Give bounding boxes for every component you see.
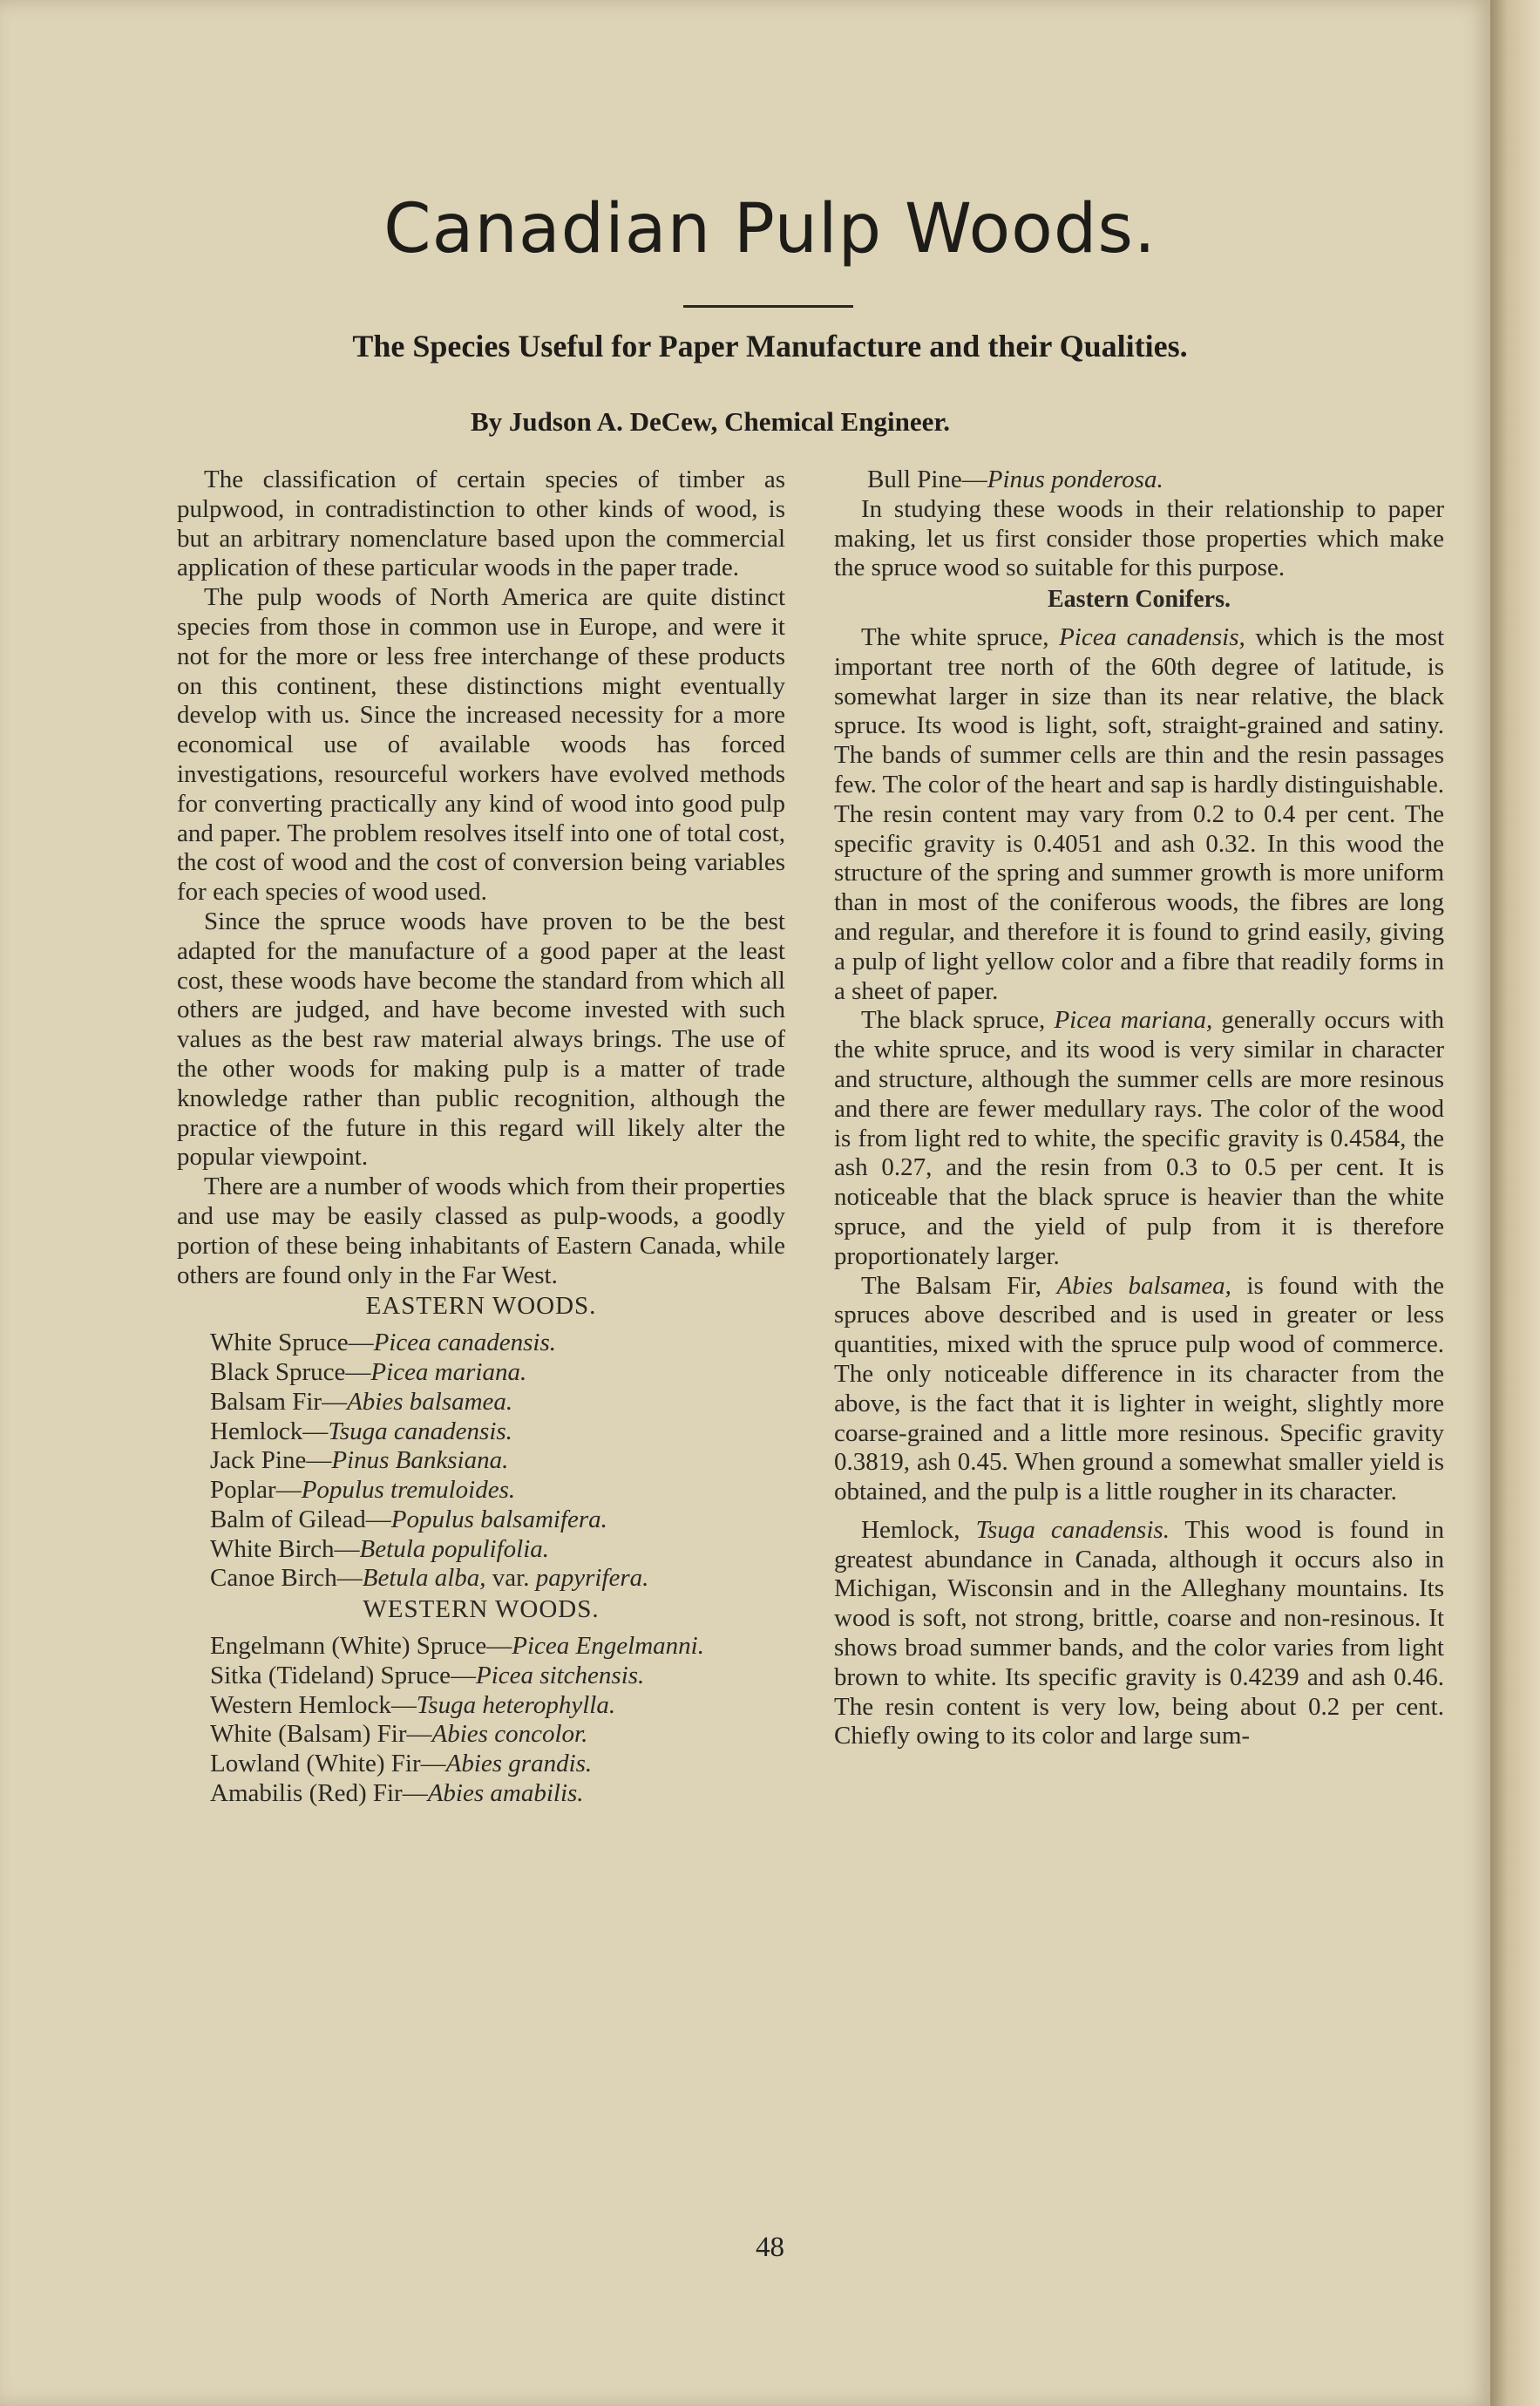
common-name: Black Spruce—: [210, 1357, 371, 1386]
latin-name: Picea mariana,: [1054, 1006, 1213, 1035]
paragraph-classification: The classification of certain species of timber as pulpwood, in contradistinction to other kinds of wood, is but an arbitrary nomenclature based upon the commercial application of these particular woods in the paper trade.: [177, 466, 785, 582]
left-column: [177, 466, 785, 1809]
common-name: Amabilis (Red) Fir—: [210, 1779, 428, 1808]
common-name: White Birch—: [210, 1534, 360, 1563]
latin-name: Pinus ponderosa.: [987, 466, 1163, 493]
paragraph-black-spruce: [834, 1006, 1444, 1271]
paragraph-hemlock: [834, 1516, 1444, 1751]
latin-name: Abies balsamea,: [1056, 1271, 1231, 1300]
list-item: [177, 1720, 785, 1750]
list-item: [177, 1779, 785, 1809]
paragraph-pulp-woods-classes: There are a number of woods which from their properties and use may be easily classed as pulp-woods, a goodly portion of these being inhabitants of Eastern Canada, while others are found only in the Far West.: [177, 1172, 785, 1289]
paragraph-study: In studying these woods in their relationship to paper making, let us first consider those properties which make the spruce wood so suitable for this purpose.: [834, 494, 1444, 582]
common-name: Poplar—: [210, 1476, 302, 1505]
text-run: which is the most important tree north of the 60th degree of latitude, is somewhat larger in size than its near relative, the black spruce. Its wood is light, soft, straight-grained and satiny. The bands of summer cells are thin and the resin passages few. The color of the heart and sap is hardly distinguishable. The resin content may vary from 0.2 to 0.4 per cent. The specific gravity is 0.4051 and ash 0.32. In this wood the structure of the spring and summer growth is more uniform than in most of the coniferous woods, the fibres are long and regular, and therefore it is found to grind easily, giving a pulp of light yellow color and a fibre that readily forms in a sheet of paper.: [834, 622, 1445, 1005]
latin-name: Abies concolor.: [431, 1720, 588, 1749]
latin-name: Tsuga canadensis.: [328, 1417, 512, 1445]
list-item: [177, 1476, 785, 1505]
list-item: [177, 1564, 785, 1594]
paragraph-spruce-standard: Since the spruce woods have proven to be the best adapted for the manufacture of a good paper at the least cost, these woods have become the standard from which all others are judged, and have become invested with such values as the best raw material always brings. The use of the other woods for making pulp is a matter of trade knowledge rather than public recognition, although the practice of the future in this regard will likely alter the popular viewpoint.: [177, 907, 785, 1172]
paragraph-white-spruce: [834, 623, 1444, 1006]
latin-name: Betula alba,: [362, 1564, 486, 1593]
common-name: Balm of Gilead—: [210, 1505, 391, 1533]
list-item: [177, 1505, 785, 1535]
latin-name: Abies balsamea.: [347, 1387, 513, 1416]
eastern-woods-heading: EASTERN WOODS.: [365, 1292, 597, 1321]
latin-name: Populus balsamifera.: [390, 1505, 607, 1533]
list-item: [177, 1750, 785, 1779]
list-item: [177, 1662, 785, 1691]
list-item: [177, 1691, 785, 1721]
list-item: [177, 1446, 785, 1476]
article-subtitle: The Species Useful for Paper Manufacture and their Qualities.: [352, 329, 1188, 364]
title-rule: [683, 305, 853, 308]
text-run: This wood is found in greatest abundance in Canada, although it occurs also in Michigan, Wisconsin and in the Alleghany mountains. Its wood is soft, not strong, brittle, coarse and non-resinous. It shows broad summer bands, and the color varies from light brown to white. Its specific gravity is 0.4239 and ash 0.46. The resin content is very low, being about 0.2 per cent. Chiefly owing to its color and large sum-: [834, 1515, 1444, 1750]
common-name: Lowland (White) Fir—: [210, 1750, 446, 1778]
list-item: [177, 1417, 785, 1447]
common-name: Hemlock—: [210, 1417, 329, 1445]
common-name: Sitka (Tideland) Spruce—: [210, 1661, 477, 1689]
latin-name: Picea canadensis,: [1059, 622, 1245, 651]
latin-name: Pinus Banksiana.: [331, 1446, 509, 1475]
latin-name: Picea canadensis.: [373, 1329, 557, 1357]
latin-name: Picea Engelmanni.: [512, 1632, 704, 1661]
latin-name: Tsuga canadensis.: [975, 1515, 1170, 1544]
article-byline: By Judson A. DeCew, Chemical Engineer.: [471, 406, 951, 437]
right-column: [834, 466, 1444, 1751]
list-item: [177, 1329, 785, 1358]
list-item: [177, 1388, 785, 1417]
list-item: [177, 1358, 785, 1388]
latin-name: Betula populifolia.: [359, 1534, 550, 1563]
text-run: The Balsam Fir,: [861, 1271, 1057, 1300]
western-woods-list: [177, 1632, 785, 1809]
latin-name: papyrifera.: [535, 1564, 649, 1593]
latin-name: Picea mariana.: [370, 1357, 527, 1386]
common-name: Jack Pine—: [210, 1446, 332, 1475]
page-number: 48: [756, 2232, 784, 2263]
latin-name: Abies grandis.: [445, 1750, 593, 1778]
text-run: The white spruce,: [861, 622, 1060, 651]
text-run: Hemlock,: [861, 1515, 976, 1544]
common-name: Western Hemlock—: [210, 1690, 417, 1719]
latin-name: Populus tremuloides.: [301, 1476, 516, 1505]
text-run: is found with the spruces above described and is used in greater or less quantities, mixed with the spruce pulp wood of commerce. The only noticeable difference in its character from the above, is the fact that it is lighter in weight, slightly more coarse-grained and a little more resinous. Specific gravity 0.3819, ash 0.45. When ground a somewhat smaller yield is obtained, and the pulp is a little rougher in its character.: [834, 1271, 1444, 1506]
common-name: White Spruce—: [210, 1329, 374, 1357]
page-edge: [1490, 0, 1540, 2406]
common-name: Canoe Birch—: [210, 1564, 363, 1593]
western-woods-heading: WESTERN WOODS.: [363, 1595, 600, 1624]
paragraph-balsam-fir: [834, 1272, 1444, 1507]
common-name: Engelmann (White) Spruce—: [210, 1632, 512, 1661]
text-run: generally occurs with the white spruce, and its wood is very similar in character and structure, although the summer cells are more resinous and there are fewer medullary rays. The color of the wood is from light red to white, the specific gravity is 0.4584, the ash 0.27, and the resin from 0.3 to 0.5 per cent. It is noticeable that the black spruce is heavier than the white spruce, and the yield of pulp from it is therefore proportionately larger.: [834, 1006, 1444, 1270]
eastern-woods-list: [177, 1329, 785, 1594]
list-item-bull-pine: [834, 466, 1444, 495]
common-name: Balsam Fir—: [210, 1387, 348, 1416]
eastern-conifers-heading: Eastern Conifers.: [1048, 586, 1231, 614]
latin-name: Abies amabilis.: [427, 1779, 584, 1808]
list-item: [177, 1632, 785, 1662]
list-item: [177, 1535, 785, 1565]
article-title: Canadian Pulp Woods.: [383, 190, 1157, 268]
paragraph-north-america: The pulp woods of North America are quite distinct species from those in common use in Europe, and were it not for the more or less free interchange of these products on this continent, these distinctions might eventually develop with us. Since the increased necessity for a more economical use of available woods has forced investigations, resourceful workers have evolved methods for converting practically any kind of wood into good pulp and paper. The problem resolves itself into one of total cost, the cost of wood and the cost of conversion being variables for each species of wood used.: [177, 583, 785, 907]
common-name: White (Balsam) Fir—: [210, 1720, 432, 1749]
text-run: The black spruce,: [861, 1006, 1055, 1035]
variety-label: var.: [485, 1564, 536, 1593]
latin-name: Tsuga heterophylla.: [416, 1690, 616, 1719]
latin-name: Picea sitchensis.: [476, 1661, 645, 1689]
common-name: Bull Pine—: [867, 466, 987, 493]
